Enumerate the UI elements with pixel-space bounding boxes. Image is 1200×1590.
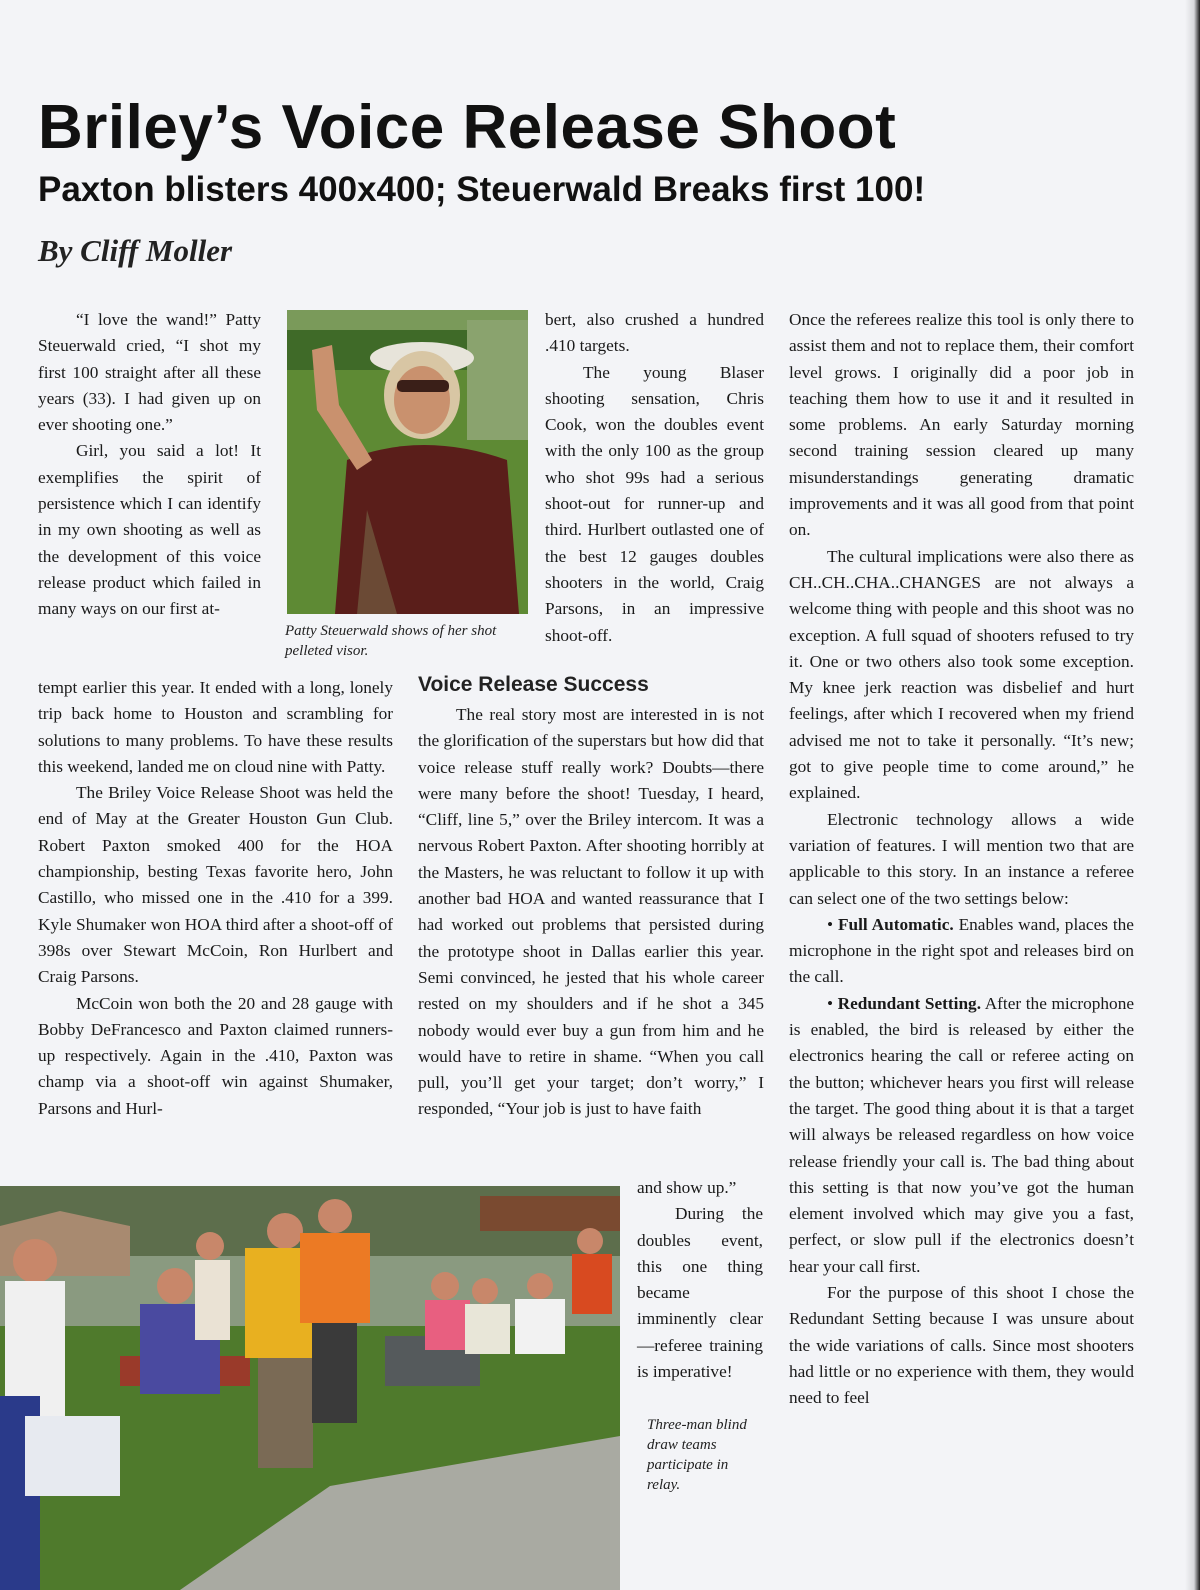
portrait-photo bbox=[287, 310, 528, 614]
paragraph: Once the referees realize this tool is only there to assist them and not to replace them, their comfort level grows. I originally did a poor job in teaching them how to use it and it resulted in some problems. An early Saturday morning second training session cleared up many misunderstandings generating dramatic improvements and it was all good from that point on. bbox=[789, 310, 1134, 540]
bullet-term: Redundant Setting. bbox=[837, 993, 982, 1013]
group-photo bbox=[0, 1186, 620, 1590]
bullet-item: • Full Automatic. Enables wand, places the microphone in the right spot and releases bird on the call. bbox=[789, 914, 1134, 987]
col2-mid-text bbox=[418, 702, 764, 1123]
col1-bottom-text bbox=[38, 675, 393, 1122]
bullet-item: • Redundant Setting. After the microphone is enabled, the bird is released by either the electronics hearing the call or referee acting on the button; whichever hears you first will release the target. The good thing about it is that a target will always be released regardless on how voice release friendly your call is. The bad thing about this setting is that now you’ve got the human element involved which may give you a fast, perfect, or slow pull if the electronics doesn’t hear your call first. bbox=[789, 993, 1134, 1276]
paragraph: McCoin won both the 20 and 28 gauge with Bobby DeFrancesco and Paxton claimed runners-up respectively. Again in the .410, Paxton was champ via a shoot-off win against Shumaker, Parsons and Hurl- bbox=[38, 993, 393, 1118]
col2-narrow-text bbox=[637, 1175, 763, 1385]
byline: By Cliff Moller bbox=[38, 233, 233, 268]
paragraph: The young Blaser shooting sensation, Chris Cook, won the doubles event with the only 100 as the group who shot 99s had a serious shoot-out for runner-up and third. Hurlbert outlasted one of the best 12 gauges doubles shooters in the world, Craig Parsons, in an impressive shoot-off. bbox=[545, 362, 764, 645]
paragraph: For the purpose of this shoot I chose the Redundant Setting because I was unsure about the wide variations of calls. Since most shooters had little or no experience with them, they would need to feel bbox=[789, 1282, 1134, 1408]
col2-top-text bbox=[545, 307, 764, 649]
headline: Briley’s Voice Release Shoot bbox=[38, 93, 897, 162]
paragraph: The Briley Voice Release Shoot was held the end of May at the Greater Houston Gun Club. Robert Paxton smoked 400 for the HOA championship, besting Texas favorite hero, John Castillo, who missed one in the .410 for a 399. Kyle Shumaker won HOA third after a shoot-off of 398s over Stewart McCoin, Ron Hurlbert and Craig Parsons. bbox=[38, 783, 393, 987]
portrait-caption: Patty Steuerwald shows of her shot pelleted visor. bbox=[285, 623, 497, 659]
col1-top-text bbox=[38, 307, 261, 623]
col3-text bbox=[789, 307, 1134, 1411]
bullet-text: Enables wand, places the microphone in the right spot and releases bird on the call. bbox=[789, 914, 1134, 987]
subheadline: Paxton blisters 400x400; Steuerwald Breaks first 100! bbox=[38, 170, 926, 209]
paragraph: Girl, you said a lot! It exemplifies the spirit of persistence which I can identify in my own shooting as well as the development of this voice release product which failed in many ways on our first at- bbox=[38, 441, 261, 619]
bullet-text: After the microphone is enabled, the bird is released by either the electronics hearing the call or referee acting on the button; whichever hears you first will release the target. The good thing about it is that a target will always be released regardless on how voice release friendly your call is. The bad thing about this setting is that now you’ve got the human element involved which may give you a fast, perfect, or slow pull if the electronics doesn’t hear your call first. bbox=[789, 993, 1134, 1276]
paragraph: Electronic technology allows a wide variation of features. I will mention two that are applicable to this story. In an instance a referee can select one of the two settings below: bbox=[789, 809, 1134, 908]
paragraph: bert, also crushed a hundred .410 targets. bbox=[545, 310, 764, 356]
paragraph: “I love the wand!” Patty Steuerwald cried, “I shot my first 100 straight after all these years (33). I had given up on ever shooting one.” bbox=[38, 310, 261, 435]
page-binding-edge bbox=[1185, 0, 1200, 1590]
paragraph: During the doubles event, this one thing became imminently clear—referee training is imperative! bbox=[637, 1204, 763, 1382]
group-caption: Three-man blind draw teams participate in relay. bbox=[647, 1417, 747, 1493]
paragraph: tempt earlier this year. It ended with a long, lonely trip back home to Houston and scrambling for solutions to many problems. To have these results this weekend, landed me on cloud nine with Patty. bbox=[38, 678, 393, 776]
paragraph: The real story most are interested in is not the glorification of the superstars but how did that voice release stuff really work? Doubts—there were many before the shoot! Tuesday, I heard, “Cliff, line 5,” over the Briley intercom. It was a nervous Robert Paxton. After shooting horribly at the Masters, he was reluctant to follow it up with another bad HOA and wanted reassurance that I had worked out problems that persisted during the prototype shoot in Dallas earlier this year. Semi convinced, he jested that his whole career rested on my shoulders and if he shot a 345 nobody would ever buy a gun from him and he would have to retire in shame. “When you call pull, you’ll get your target; don’t worry,” I responded, “Your job is just to have faith bbox=[418, 705, 764, 1119]
section-heading: Voice Release Success bbox=[418, 673, 649, 696]
paragraph: The cultural implications were also there as CH..CH..CHA..CHANGES are not always a welcome thing with people and this shoot was no exception. A full squad of shooters refused to try it. One or two others also took some exception. My knee jerk reaction was disbelief and hurt feelings, after which I recovered when my friend advised me not to take it personally. “It’s new; got to give people time to come around,” he explained. bbox=[789, 546, 1134, 803]
bullet-term: Full Automatic. bbox=[837, 914, 954, 934]
paragraph: and show up.” bbox=[637, 1178, 737, 1197]
